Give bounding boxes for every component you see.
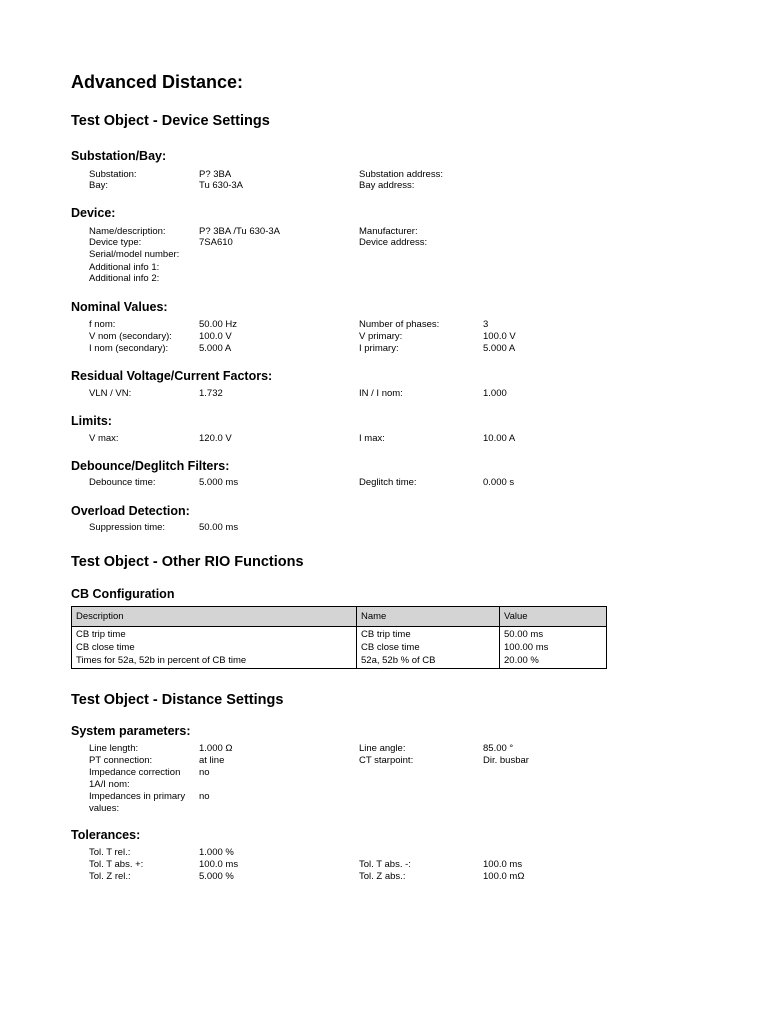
substation-value: P? 3BA xyxy=(199,169,232,180)
pt-connection-value: at line xyxy=(199,755,225,766)
iprimary-label: I primary: xyxy=(359,343,399,354)
phases-value: 3 xyxy=(483,319,489,330)
line-length-value: 1.000 Ω xyxy=(199,743,233,754)
line-angle-label: Line angle: xyxy=(359,743,406,754)
column-header-name: Name xyxy=(357,607,500,627)
device-settings-heading: Test Object - Device Settings xyxy=(71,113,270,129)
serial-number-label: Serial/model number: xyxy=(89,249,180,260)
system-parameters-heading: System parameters: xyxy=(71,724,191,738)
inom-label: I nom (secondary): xyxy=(89,343,169,354)
suppression-time-value: 50.00 ms xyxy=(199,522,239,533)
cell-name: CB trip time xyxy=(357,627,500,642)
impedance-correction-label-line2: 1A/I nom: xyxy=(89,779,130,790)
additional-info-2-label: Additional info 2: xyxy=(89,273,160,284)
impedances-primary-value: no xyxy=(199,791,210,802)
substation-address-label: Substation address: xyxy=(359,169,443,180)
table-row xyxy=(72,654,607,669)
table-row xyxy=(72,641,607,654)
page-title: Advanced Distance: xyxy=(71,72,244,92)
limits-heading: Limits: xyxy=(71,414,112,428)
residual-factors-heading: Residual Voltage/Current Factors: xyxy=(71,369,273,383)
in-inom-value: 1.000 xyxy=(483,388,507,399)
iprimary-value: 5.000 A xyxy=(483,343,516,354)
impedance-correction-label-line1: Impedance correction xyxy=(89,767,181,778)
cell-description: CB trip time xyxy=(72,627,357,642)
debounce-time-value: 5.000 ms xyxy=(199,477,239,488)
imax-label: I max: xyxy=(359,433,385,444)
overload-heading: Overload Detection: xyxy=(71,504,190,518)
bay-value: Tu 630-3A xyxy=(199,180,244,191)
cb-configuration-table xyxy=(71,606,607,669)
vln-value: 1.732 xyxy=(199,388,223,399)
tol-t-abs-plus-label: Tol. T abs. +: xyxy=(89,859,144,870)
device-name-value: P? 3BA /Tu 630-3A xyxy=(199,226,280,237)
phases-label: Number of phases: xyxy=(359,319,440,330)
suppression-time-label: Suppression time: xyxy=(89,522,166,533)
ct-starpoint-label: CT starpoint: xyxy=(359,755,414,766)
cell-value: 20.00 % xyxy=(500,654,607,669)
additional-info-1-label: Additional info 1: xyxy=(89,262,160,273)
cell-description: CB close time xyxy=(72,641,357,654)
bay-address-label: Bay address: xyxy=(359,180,415,191)
impedances-primary-label-line1: Impedances in primary xyxy=(89,791,186,802)
impedances-primary-label-line2: values: xyxy=(89,803,120,814)
vnom-label: V nom (secondary): xyxy=(89,331,172,342)
manufacturer-label: Manufacturer: xyxy=(359,226,418,237)
table-row xyxy=(72,627,607,642)
tolerances-heading: Tolerances: xyxy=(71,828,141,842)
vln-label: VLN / VN: xyxy=(89,388,132,399)
line-length-label: Line length: xyxy=(89,743,139,754)
tol-z-abs-value: 100.0 mΩ xyxy=(483,871,525,882)
fnom-label: f nom: xyxy=(89,319,116,330)
inom-value: 5.000 A xyxy=(199,343,232,354)
nominal-values-heading: Nominal Values: xyxy=(71,300,168,314)
substation-label: Substation: xyxy=(89,169,137,180)
device-type-label: Device type: xyxy=(89,237,142,248)
bay-label: Bay: xyxy=(89,180,109,191)
line-angle-value: 85.00 ° xyxy=(483,743,514,754)
vmax-value: 120.0 V xyxy=(199,433,232,444)
table-header-row xyxy=(72,607,607,627)
cell-value: 100.00 ms xyxy=(500,641,607,654)
tol-t-rel-label: Tol. T rel.: xyxy=(89,847,131,858)
imax-value: 10.00 A xyxy=(483,433,516,444)
tol-t-rel-value: 1.000 % xyxy=(199,847,234,858)
pt-connection-label: PT connection: xyxy=(89,755,153,766)
tol-t-abs-plus-value: 100.0 ms xyxy=(199,859,239,870)
tol-z-rel-label: Tol. Z rel.: xyxy=(89,871,131,882)
cell-name: 52a, 52b % of CB xyxy=(357,654,500,669)
distance-settings-heading: Test Object - Distance Settings xyxy=(71,692,284,708)
tol-z-rel-value: 5.000 % xyxy=(199,871,234,882)
tol-t-abs-minus-label: Tol. T abs. -: xyxy=(359,859,411,870)
vnom-value: 100.0 V xyxy=(199,331,232,342)
device-heading: Device: xyxy=(71,206,116,220)
in-inom-label: IN / I nom: xyxy=(359,388,403,399)
device-address-label: Device address: xyxy=(359,237,428,248)
cell-description: Times for 52a, 52b in percent of CB time xyxy=(72,654,357,669)
deglitch-time-label: Deglitch time: xyxy=(359,477,417,488)
column-header-description: Description xyxy=(72,607,357,627)
ct-starpoint-value: Dir. busbar xyxy=(483,755,529,766)
cell-value: 50.00 ms xyxy=(500,627,607,642)
tol-t-abs-minus-value: 100.0 ms xyxy=(483,859,523,870)
column-header-value: Value xyxy=(500,607,607,627)
deglitch-time-value: 0.000 s xyxy=(483,477,515,488)
cb-configuration-heading: CB Configuration xyxy=(71,587,175,601)
tol-z-abs-label: Tol. Z abs.: xyxy=(359,871,406,882)
device-name-label: Name/description: xyxy=(89,226,166,237)
substation-bay-heading: Substation/Bay: xyxy=(71,149,167,163)
fnom-value: 50.00 Hz xyxy=(199,319,238,330)
vmax-label: V max: xyxy=(89,433,119,444)
vprimary-label: V primary: xyxy=(359,331,403,342)
impedance-correction-value: no xyxy=(199,767,210,778)
rio-functions-heading: Test Object - Other RIO Functions xyxy=(71,554,304,570)
debounce-heading: Debounce/Deglitch Filters: xyxy=(71,459,230,473)
cell-name: CB close time xyxy=(357,641,500,654)
device-type-value: 7SA610 xyxy=(199,237,233,248)
vprimary-value: 100.0 V xyxy=(483,331,516,342)
debounce-time-label: Debounce time: xyxy=(89,477,156,488)
